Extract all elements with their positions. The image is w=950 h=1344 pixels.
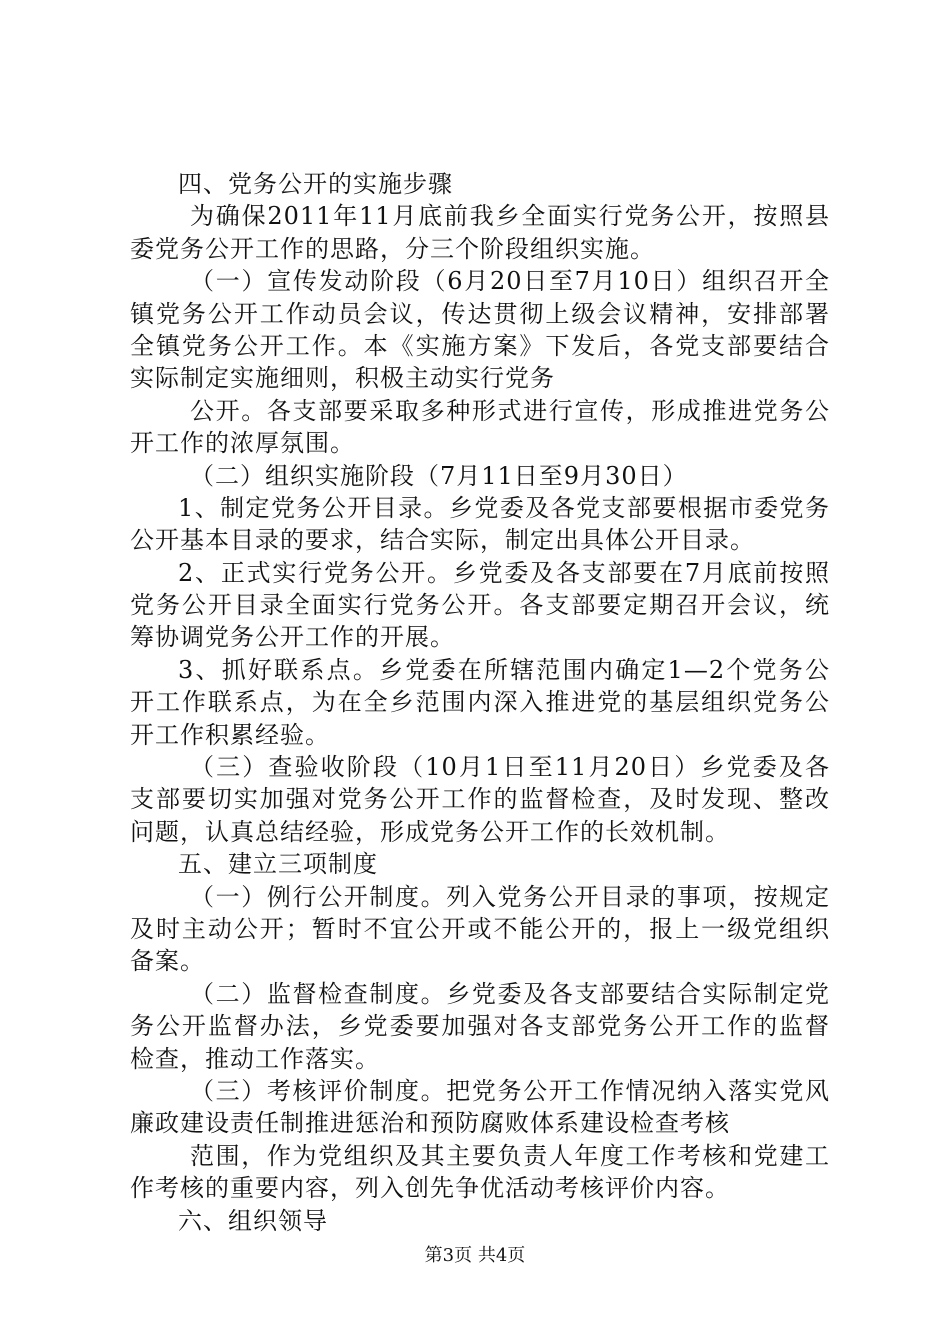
text-line: （一）宣传发动阶段（6月20日至7月10日）组织召开全 <box>190 267 830 296</box>
text-line: 及时主动公开；暂时不宜公开或不能公开的，报上一级党组织 <box>130 914 830 943</box>
text-line: 全镇党务公开工作。本《实施方案》下发后，各党支部要结合 <box>130 331 830 360</box>
text-line: 实际制定实施细则，积极主动实行党务 <box>130 364 555 393</box>
text-line: 廉政建设责任制推进惩治和预防腐败体系建设检查考核 <box>130 1109 730 1138</box>
text-line: 公开基本目录的要求，结合实际，制定出具体公开目录。 <box>130 526 755 555</box>
document-body <box>130 168 830 1237</box>
text-line: 委党务公开工作的思路，分三个阶段组织实施。 <box>130 234 655 263</box>
text-line: 开工作联系点，为在全乡范围内深入推进党的基层组织党务公 <box>130 688 830 717</box>
text-line: （二）监督检查制度。乡党委及各支部要结合实际制定党 <box>190 979 830 1008</box>
text-line: 六、组织领导 <box>178 1206 328 1235</box>
text-line: 筹协调党务公开工作的开展。 <box>130 623 455 652</box>
text-line: （三）查验收阶段（10月1日至11月20日）乡党委及各 <box>190 753 830 782</box>
text-line: （一）例行公开制度。列入党务公开目录的事项，按规定 <box>190 882 830 911</box>
text-line: 作考核的重要内容，列入创先争优活动考核评价内容。 <box>130 1174 730 1203</box>
text-line: 3、抓好联系点。乡党委在所辖范围内确定1—2个党务公 <box>178 655 830 684</box>
text-line: 支部要切实加强对党务公开工作的监督检查，及时发现、整改 <box>130 785 830 814</box>
text-line: 范围，作为党组织及其主要负责人年度工作考核和党建工 <box>190 1141 830 1170</box>
text-line: 五、建立三项制度 <box>178 850 378 879</box>
text-line: 问题，认真总结经验，形成党务公开工作的长效机制。 <box>130 817 730 846</box>
text-line: 党务公开目录全面实行党务公开。各支部要定期召开会议，统 <box>130 591 830 620</box>
text-line: 开工作积累经验。 <box>130 720 330 749</box>
text-line: 检查，推动工作落实。 <box>130 1044 380 1073</box>
text-line: 镇党务公开工作动员会议，传达贯彻上级会议精神，安排部署 <box>130 299 830 328</box>
text-line: （二）组织实施阶段（7月11日至9月30日） <box>190 461 688 490</box>
text-line: 2、正式实行党务公开。乡党委及各支部要在7月底前按照 <box>178 558 830 587</box>
text-line: 公开。各支部要采取多种形式进行宣传，形成推进党务公 <box>190 396 830 425</box>
page-footer: 第3页 共4页 <box>424 1245 526 1266</box>
text-line: 1、制定党务公开目录。乡党委及各党支部要根据市委党务 <box>178 493 830 522</box>
text-line: 备案。 <box>130 947 205 976</box>
text-line: 开工作的浓厚氛围。 <box>130 429 355 458</box>
text-line: 为确保2011年11月底前我乡全面实行党务公开，按照县 <box>190 202 830 231</box>
text-line: 务公开监督办法，乡党委要加强对各支部党务公开工作的监督 <box>130 1012 830 1041</box>
text-line: （三）考核评价制度。把党务公开工作情况纳入落实党风 <box>190 1076 830 1105</box>
text-line: 四、党务公开的实施步骤 <box>178 170 453 198</box>
